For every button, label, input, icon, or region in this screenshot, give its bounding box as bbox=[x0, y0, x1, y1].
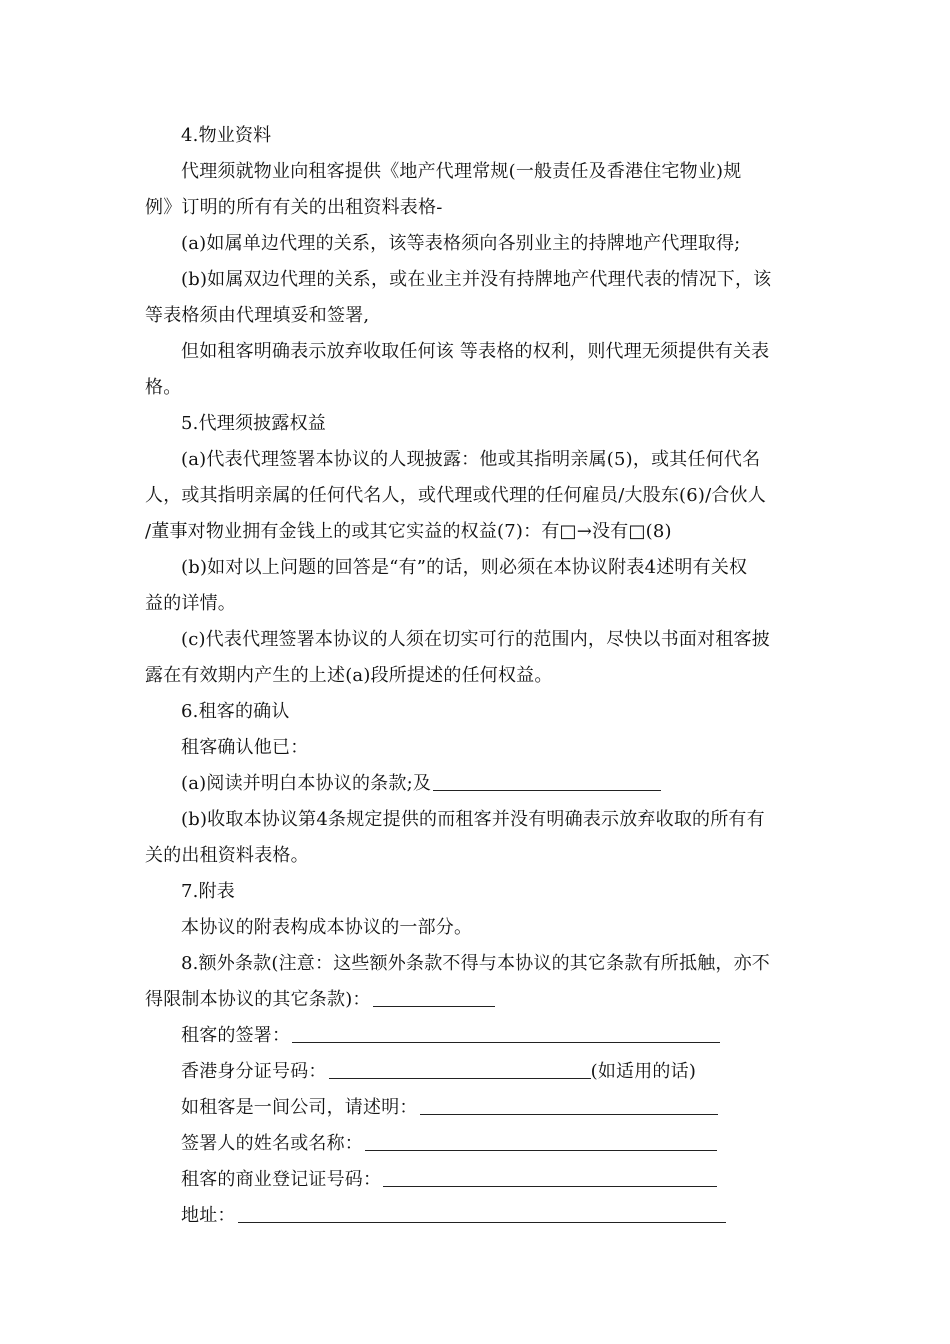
clause-line: (b)如属双边代理的关系，或在业主并没有持牌地产代理代表的情况下，该 bbox=[181, 269, 772, 290]
form-row bbox=[145, 1162, 810, 1198]
paragraph-line: 代理须就物业向租客提供《地产代理常规(一般责任及香港住宅物业)规 bbox=[181, 161, 742, 182]
clause-line: (a)如属单边代理的关系，该等表格须向各别业主的持牌地产代理取得; bbox=[181, 233, 741, 254]
form-label: 如租客是一间公司，请述明： bbox=[181, 1097, 418, 1118]
paragraph-text: 得限制本协议的其它条款)： bbox=[145, 989, 371, 1010]
section-heading: 5.代理须披露权益 bbox=[181, 413, 326, 434]
section-heading: 6.租客的确认 bbox=[181, 701, 290, 722]
form-label: 香港身分证号码： bbox=[181, 1061, 327, 1082]
clause-line: 等表格须由代理填妥和签署, bbox=[145, 305, 370, 326]
form-row bbox=[145, 1090, 810, 1126]
clause-text: (a)阅读并明白本协议的条款;及 bbox=[181, 773, 432, 794]
paragraph-line bbox=[145, 982, 810, 1018]
paragraph-line: 本协议的附表构成本协议的一部分。 bbox=[181, 917, 473, 938]
blank-line-field[interactable] bbox=[433, 768, 661, 791]
address-field[interactable] bbox=[238, 1200, 726, 1223]
form-row bbox=[145, 1198, 810, 1234]
signatory-name-field[interactable] bbox=[365, 1128, 717, 1151]
clause-line: 关的出租资料表格。 bbox=[145, 845, 309, 866]
clause-line: /董事对物业拥有金钱上的或其它实益的权益(7)：有□→没有□(8) bbox=[145, 521, 672, 542]
form-label: 租客的签署： bbox=[181, 1025, 291, 1046]
section-heading: 8.额外条款(注意：这些额外条款不得与本协议的其它条款有所抵触，亦不 bbox=[181, 953, 770, 974]
form-row bbox=[145, 1126, 810, 1162]
form-note: (如适用的话) bbox=[590, 1061, 697, 1082]
extra-terms-blank[interactable] bbox=[373, 984, 495, 1007]
hkid-number-field[interactable] bbox=[329, 1056, 591, 1079]
clause-line: 益的详情。 bbox=[145, 593, 236, 614]
form-row bbox=[145, 1054, 810, 1090]
form-label: 签署人的姓名或名称： bbox=[181, 1133, 363, 1154]
paragraph-line: 租客确认他已： bbox=[181, 737, 309, 758]
paragraph-line: 但如租客明确表示放弃收取任何该 等表格的权利，则代理无须提供有关表 bbox=[181, 341, 770, 362]
form-row bbox=[145, 1018, 810, 1054]
clause-line: (a)代表代理签署本协议的人现披露：他或其指明亲属(5)，或其任何代名 bbox=[181, 449, 761, 470]
clause-line: (c)代表代理签署本协议的人须在切实可行的范围内，尽快以书面对租客披 bbox=[181, 629, 770, 650]
clause-line: 露在有效期内产生的上述(a)段所提述的任何权益。 bbox=[145, 665, 553, 686]
paragraph-line: 例》订明的所有有关的出租资料表格- bbox=[145, 197, 443, 218]
paragraph-line: 格。 bbox=[145, 377, 182, 398]
section-heading: 7.附表 bbox=[181, 881, 235, 902]
company-details-field[interactable] bbox=[420, 1092, 718, 1115]
section-heading: 4.物业资料 bbox=[181, 125, 272, 146]
document-page bbox=[145, 118, 810, 1234]
clause-line: 人，或其指明亲属的任何代名人，或代理或代理的任何雇员/大股东(6)/合伙人 bbox=[145, 485, 767, 506]
form-label: 租客的商业登记证号码： bbox=[181, 1169, 382, 1190]
form-label: 地址： bbox=[181, 1205, 236, 1226]
business-registration-field[interactable] bbox=[383, 1164, 717, 1187]
clause-line: (b)如对以上问题的回答是“有”的话，则必须在本协议附表4述明有关权 bbox=[181, 557, 748, 578]
clause-line bbox=[145, 766, 810, 802]
clause-line: (b)收取本协议第4条规定提供的而租客并没有明确表示放弃收取的所有有 bbox=[181, 809, 765, 830]
tenant-signature-field[interactable] bbox=[292, 1020, 720, 1043]
